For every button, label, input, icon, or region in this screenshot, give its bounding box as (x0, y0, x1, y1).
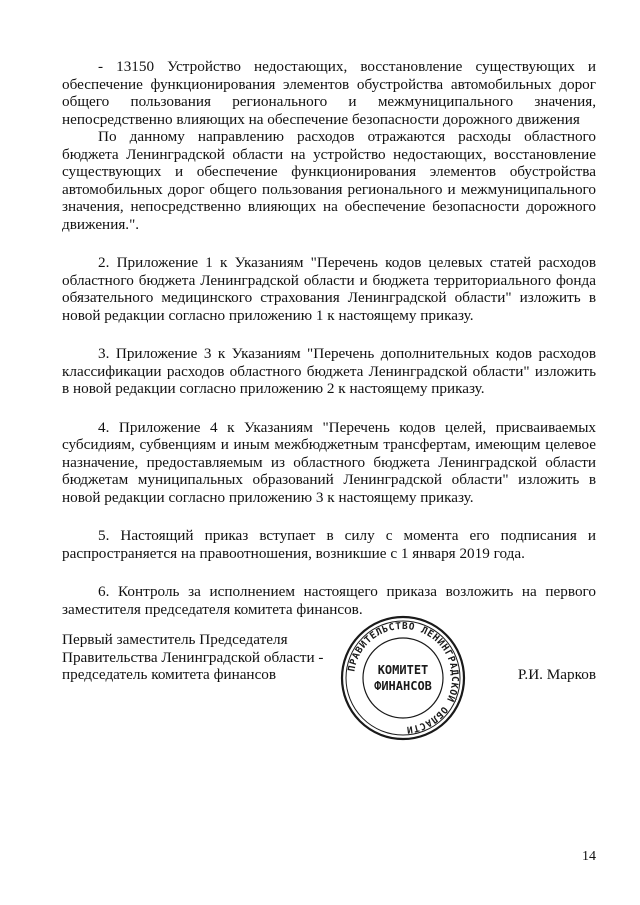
page-number: 14 (582, 849, 596, 864)
signatory-name: Р.И. Марков (517, 666, 596, 683)
paragraph-expense-description: По данному направлению расходов отражаются расходы областного бюджета Ленинградской области на устройство недостающих, восстановление существующих и обеспечение функционирования элементов обустройства автомобильных дорог общего пользования регионального и межмуниципального значения, непосредственно влияющих на обеспечение безопасности дорожного движения.". (62, 128, 596, 233)
paragraph-item-6: 6. Контроль за исполнением настоящего приказа возложить на первого заместителя председателя комитета финансов. (62, 583, 596, 618)
position-line: Первый заместитель Председателя (62, 631, 288, 648)
paragraph-item-5: 5. Настоящий приказ вступает в силу с момента его подписания и распространяется на правоотношения, возникшие с 1 января 2019 года. (62, 527, 596, 562)
paragraph-item-2: 2. Приложение 1 к Указаниям "Перечень кодов целевых статей расходов областного бюджета Ленинградской области и бюджета территориального фонда обязательного медицинского страхования Ленинградской области" изложить в новой редакции согласно приложению 1 к настоящему приказу. (62, 254, 596, 324)
stamp-center-line1: КОМИТЕТ (377, 663, 429, 677)
official-stamp (339, 614, 467, 742)
signature-block (62, 620, 596, 751)
signatory-position (62, 631, 342, 684)
document-body (62, 58, 596, 618)
position-line: председатель комитета финансов (62, 666, 277, 683)
paragraph-item-3: 3. Приложение 3 к Указаниям "Перечень дополнительных кодов расходов классификации расходов областного бюджета Ленинградской области" изложить в новой редакции согласно приложению 2 к настоящему приказу. (62, 345, 596, 397)
stamp-ring-text: ПРАВИТЕЛЬСТВО ЛЕНИНГРАДСКОЙ ОБЛАСТИ (346, 620, 461, 735)
paragraph-budget-code-13150: - 13150 Устройство недостающих, восстановление существующих и обеспечение функционирования элементов обустройства автомобильных дорог общего пользования регионального и межмуниципального значения, непосредственно влияющих на обеспечение безопасности дорожного движения (62, 58, 596, 128)
stamp-center-line2: ФИНАНСОВ (374, 679, 432, 693)
position-line: Правительства Ленинградской области - (62, 648, 324, 666)
paragraph-item-4: 4. Приложение 4 к Указаниям "Перечень кодов целей, присваиваемых субсидиям, субвенциям и иным межбюджетным трансфертам, имеющим целевое назначение, предоставляемым из областного бюджета Ленинградской области бюджетам муниципальных образований Ленинградской области" изложить в новой редакции согласно приложению 3 к настоящему приказу. (62, 418, 596, 506)
